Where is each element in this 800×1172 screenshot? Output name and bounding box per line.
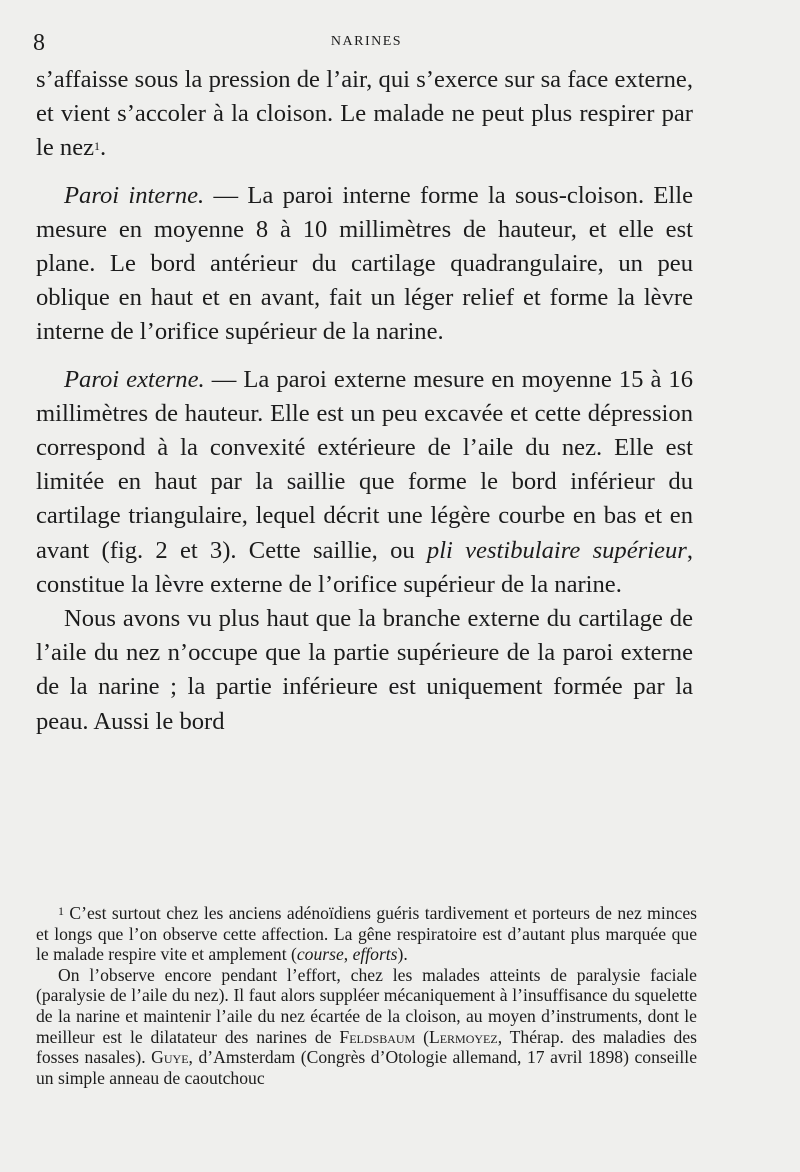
footnote-reference: 1: [94, 139, 101, 154]
section-label-paroi-interne: Paroi interne.: [64, 181, 205, 209]
footnote-1-italic-course: course: [296, 944, 344, 965]
paragraph-1-end: .: [100, 134, 107, 162]
footnotes: [36, 903, 697, 1088]
footnote-1-text-a: C’est surtout chez les anciens adénoïdiens guéris tardivement et porteurs de nez minces et longs que l’on observe cette affection. La gêne respiratoire est d’autant plus marquée que le malade respire vite et amplement (: [36, 903, 697, 965]
footnote-2-text-c: , Thérap. des maladies des fosses nasales).: [36, 1026, 697, 1068]
footnote-1-continued: [36, 965, 697, 1089]
paragraph-3-text-a: — La paroi externe mesure en moyenne 15 à 16 millimètres de hauteur. Elle est un peu excavée et cette dépression correspond à la convexité extérieure de l’aile du nez. Elle est limitée en haut par la saillie que forme le bord inférieur du cartilage triangulaire, lequel décrit une légère courbe en bas et en avant (fig. 2 et 3). Cette saillie, ou: [36, 365, 693, 564]
footnote-1-separator: ,: [343, 944, 353, 965]
paragraph-4: Nous avons vu plus haut que la branche externe du cartilage de l’aile du nez n’occupe que la partie supérieure de la paroi externe de la narine ; la partie inférieure est uniquement formée par la peau. Aussi le bord: [36, 605, 693, 735]
page-number: 8: [33, 30, 45, 56]
footnote-2-text-b: (: [415, 1026, 429, 1047]
paragraph-1: [36, 63, 693, 166]
paragraph-1-text: s’affaisse sous la pression de l’air, qui s’exerce sur sa face externe, et vient s’accoler à la cloison. Le malade ne peut plus respirer par le nez: [36, 66, 693, 162]
footnote-2-text-d: , d’Amsterdam (Congrès d’Otologie allemand, 17 avril 1898) conseille un simple anneau de caoutchouc: [36, 1047, 697, 1088]
author-guye: Guye: [151, 1047, 189, 1068]
author-feldsbaum: Feldsbaum: [339, 1026, 416, 1047]
footnote-2-text-a: On l’observe encore pendant l’effort, chez les malades atteints de paralysie faciale (paralysie de l’aile du nez). Il faut alors suppléer mécaniquement à l’insuffisance du squelette de la narine et maintenir l’aile du nez écartée de la cloison, au moyen d’instruments, dont le meilleur est le dilatateur des narines de: [36, 964, 697, 1047]
paragraph-paroi-interne: [36, 179, 693, 350]
author-lermoyez: Lermoyez: [428, 1026, 498, 1047]
footnote-1-italic-efforts: efforts: [352, 944, 398, 965]
paragraph-2-text: — La paroi interne forme la sous-cloison. Elle mesure en moyenne 8 à 10 millimètres de hauteur, et elle est plane. Le bord antérieur du cartilage quadrangulaire, un peu oblique en haut et en avant, fait un léger relief et forme la lèvre interne de l’orifice supérieur de la narine.: [36, 181, 693, 346]
footnote-marker: 1: [58, 904, 64, 918]
body-text: [36, 63, 693, 739]
term-pli-vestibulaire: pli vestibulaire supérieur: [426, 536, 687, 564]
footnote-1: [36, 903, 697, 965]
page-header: [33, 30, 700, 56]
running-title: NARINES: [330, 34, 403, 49]
paragraph-paroi-externe: [36, 363, 693, 602]
paragraph-3-text-b: , constitue la lèvre externe de l’orifice supérieur de la narine.: [36, 536, 693, 598]
footnote-1-text-b: ).: [397, 944, 408, 965]
section-label-paroi-externe: Paroi externe.: [64, 365, 205, 393]
